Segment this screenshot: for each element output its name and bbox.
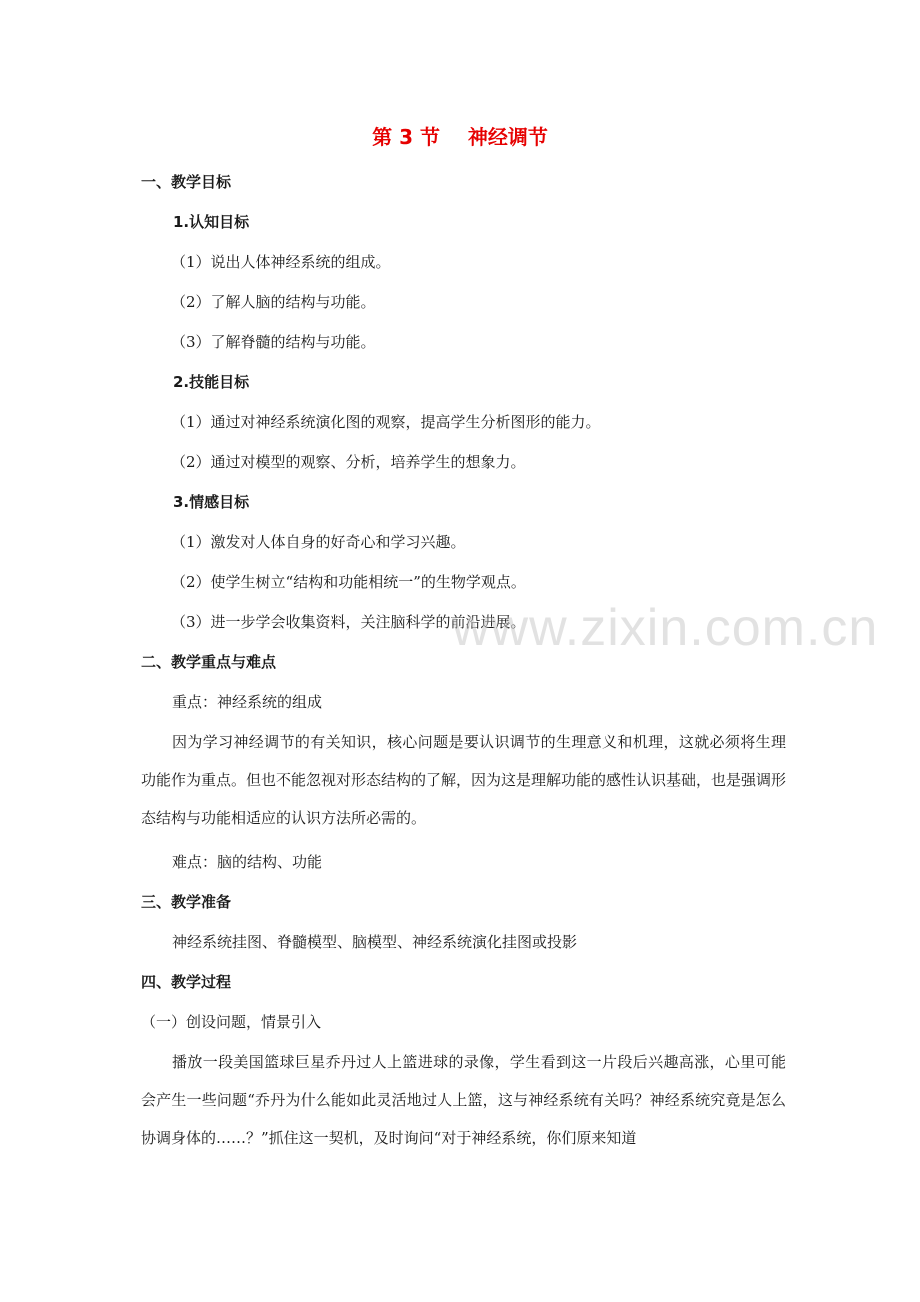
preparation-text: 神经系统挂图、脊髓模型、脑模型、神经系统演化挂图或投影	[172, 933, 578, 951]
subheading-emotional: 3.情感目标	[173, 493, 250, 511]
watermark: www.zixin.com.cn	[452, 599, 879, 657]
section-heading-process: 四、教学过程	[141, 973, 232, 991]
difficulty-text: 难点：脑的结构、功能	[172, 853, 323, 871]
list-item: （2）使学生树立“结构和功能相统一”的生物学观点。	[171, 573, 526, 591]
section-heading-preparation: 三、教学准备	[141, 893, 232, 911]
section-heading-objectives: 一、教学目标	[141, 173, 232, 191]
section-heading-key-points: 二、教学重点与难点	[141, 653, 277, 671]
list-item: （2）了解人脑的结构与功能。	[171, 293, 376, 311]
key-point-text: 重点：神经系统的组成	[172, 693, 323, 711]
list-item: （1）通过对神经系统演化图的观察，提高学生分析图形的能力。	[171, 413, 601, 431]
list-item: （3）进一步学会收集资料，关注脑科学的前沿进展。	[171, 613, 526, 631]
subheading-skills: 2.技能目标	[173, 373, 250, 391]
key-point-paragraph: 因为学习神经调节的有关知识，核心问题是要认识调节的生理意义和机理，这就必须将生理功能作为重点。但也不能忽视对形态结构的了解，因为这是理解功能的感性认识基础，也是强调形态结构与功能相适应的认识方法所必需的。	[141, 733, 787, 827]
list-item: （1）说出人体神经系统的组成。	[171, 253, 391, 271]
subheading-intro: （一）创设问题，情景引入	[141, 1013, 322, 1031]
page-title: 第 3 节 神经调节	[372, 125, 548, 149]
subheading-cognitive: 1.认知目标	[173, 213, 250, 231]
list-item: （1）激发对人体自身的好奇心和学习兴趣。	[171, 533, 466, 551]
list-item: （2）通过对模型的观察、分析，培养学生的想象力。	[171, 453, 526, 471]
process-paragraph: 播放一段美国篮球巨星乔丹过人上篮进球的录像，学生看到这一片段后兴趣高涨，心里可能会产生一些问题“乔丹为什么能如此灵活地过人上篮，这与神经系统有关吗？神经系统究竟是怎么协调身体的……？”抓住这一契机，及时询问“对于神经系统，你们原来知道	[141, 1053, 786, 1147]
list-item: （3）了解脊髓的结构与功能。	[171, 333, 376, 351]
